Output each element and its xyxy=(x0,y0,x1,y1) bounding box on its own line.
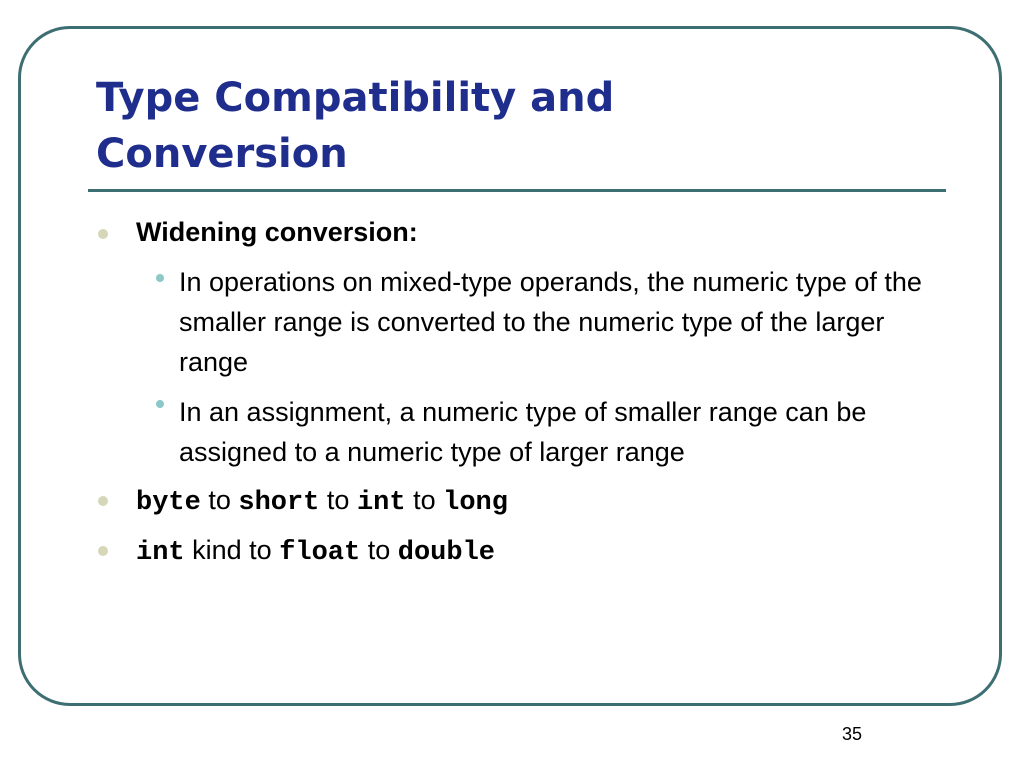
sub-bullet-assignment: In an assignment, a numeric type of smaller range can be assigned to a numeric type of larger range xyxy=(179,397,867,467)
type-int: int xyxy=(136,538,185,568)
sub-bullet-mixed-operands: In operations on mixed-type operands, the numeric type of the smaller range is converted to the numeric type of the larger range xyxy=(179,267,922,377)
type-double: double xyxy=(397,538,495,568)
chain-separator: to xyxy=(413,485,436,515)
title-line-1: Type Compatibility and xyxy=(96,75,615,121)
bullet-chain-float-types xyxy=(136,534,495,569)
sub-bullet-dot-icon xyxy=(156,400,164,408)
type-float: float xyxy=(279,538,361,568)
type-short: short xyxy=(238,488,320,518)
chain-separator: to xyxy=(208,485,231,515)
title-line-2: Conversion xyxy=(96,131,348,177)
type-long: long xyxy=(443,488,508,518)
bullet-dot-icon xyxy=(98,229,108,239)
bullet-chain-integer-types xyxy=(136,484,508,519)
page-number: 35 xyxy=(842,724,863,744)
bullet-dot-icon xyxy=(98,546,108,556)
chain-separator: to xyxy=(367,535,391,565)
bullet-dot-icon xyxy=(98,496,108,506)
chain-separator: to xyxy=(326,485,350,515)
sub-bullet-dot-icon xyxy=(156,274,164,282)
type-byte: byte xyxy=(136,488,201,518)
type-int: int xyxy=(356,488,406,518)
bullet-widening-heading: Widening conversion: xyxy=(136,217,418,247)
chain-separator: kind to xyxy=(192,535,272,565)
